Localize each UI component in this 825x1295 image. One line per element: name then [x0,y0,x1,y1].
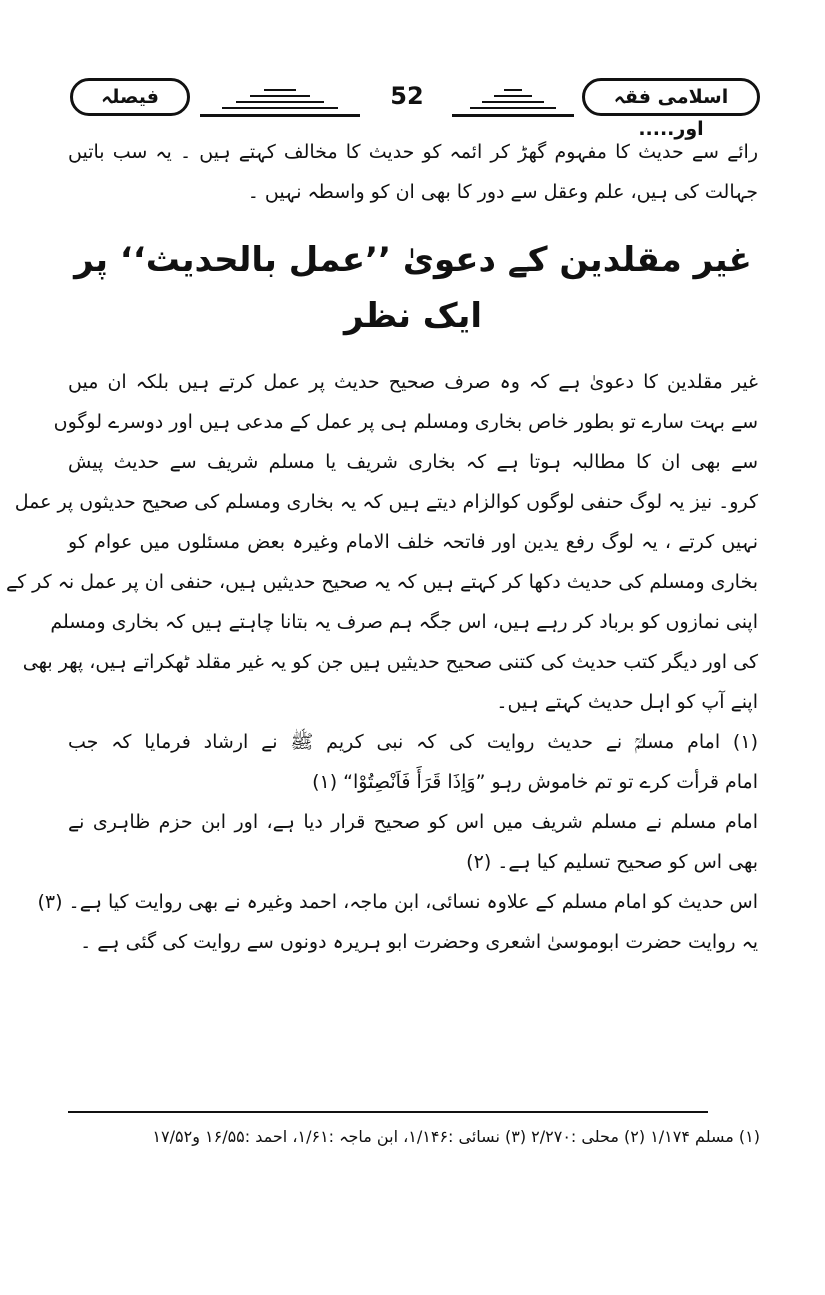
text-line: رائے سے حدیث کا مفہوم گھڑ کر ائمہ کو حدیث کا مخالف کہتے ہیں ۔ یہ سب باتیں [68,141,758,163]
item-3-paragraph [37,882,758,962]
text-line: کرو۔ نیز یہ لوگ حنفی لوگوں کوالزام دیتے ہیں کہ یہ بخاری ومسلم کی صحیح حدیثوں پر عمل [14,491,758,513]
text-line: یہ روایت حضرت ابوموسیٰ اشعری وحضرت ابو ہریرہ دونوں سے روایت کی گئی ہے ۔ [80,931,758,953]
item-2-paragraph [68,802,758,882]
decorative-stair-right-icon [452,80,574,118]
page-content [5,132,758,962]
page-header [0,70,825,140]
footnotes: (۱) مسلم ۱/۱۷۴ (۲) محلی :۲/۲۷۰ (۳) نسائی :۱/۱۴۶، ابن ماجہ :۱/۶۱، احمد :۱۶/۵۵ و۱۷/۵۲ [152,1127,760,1146]
footnote-divider [68,1111,708,1113]
text-line: (۱) امام مسلمؒ نے حدیث روایت کی کہ نبی کریم ﷺ نے ارشاد فرمایا کہ جب [68,731,758,753]
decorative-stair-left-icon [200,80,360,118]
section-heading: غیر مقلدین کے دعویٰ ’’عمل بالحدیث‘‘ پر ایک نظر [74,240,752,336]
book-title-label: اسلامی فقہ اور..... [582,78,760,116]
text-line: اس حدیث کو امام مسلم کے علاوہ نسائی، ابن ماجہ، احمد وغیرہ نے بھی روایت کیا ہے۔ (۳) [37,891,758,913]
text-line: اپنی نمازوں کو برباد کر رہے ہیں، اس جگہ ہم صرف یہ بتانا چاہتے ہیں کہ بخاری ومسلم [50,611,758,633]
section-label: فیصلہ [70,78,190,116]
page-number: 52 [390,82,424,110]
body-paragraph [5,362,758,722]
text-line: اپنے آپ کو اہل حدیث کہتے ہیں۔ [496,691,758,713]
text-line: سے بھی ان کا مطالبہ ہوتا ہے کہ بخاری شریف یا مسلم شریف سے حدیث پیش [68,451,758,473]
text-line: امام مسلم نے مسلم شریف میں اس کو صحیح قرار دیا ہے، اور ابن حزم ظاہری نے [68,811,758,833]
text-line: غیر مقلدین کا دعویٰ ہے کہ وہ صرف صحیح حدیث پر عمل کرتے ہیں بلکہ ان میں [68,371,758,393]
intro-paragraph [68,132,758,212]
item-1-paragraph [68,722,758,802]
text-line: سے بہت سارے تو بطور خاص بخاری ومسلم ہی پر عمل کے مدعی ہیں اور دوسرے لوگوں [53,411,758,433]
text-line: جہالت کی ہیں، علم وعقل سے دور کا بھی ان کو واسطہ نہیں ۔ [247,181,758,203]
text-line: بخاری ومسلم کی حدیث دکھا کر کہتے ہیں کہ یہ صحیح حدیثیں ہیں، حنفی ان پر عمل نہ کر کے [5,571,758,593]
text-line: نہیں کرتے ، یہ لوگ رفع یدین اور فاتحہ خلف الامام وغیرہ بعض مسئلوں میں عوام کو [68,531,758,553]
text-line: کی اور دیگر کتب حدیث کی کتنی صحیح حدیثیں ہیں جن کو یہ غیر مقلد ٹھکراتے ہیں، پھر بھی [22,651,758,673]
text-line: بھی اس کو صحیح تسلیم کیا ہے۔ (۲) [466,851,758,873]
text-line: امام قرأت کرے تو تم خاموش رہو ”وَاِذَا قَرَأَ فَاَنْصِتُوْا“ (۱) [312,771,758,793]
